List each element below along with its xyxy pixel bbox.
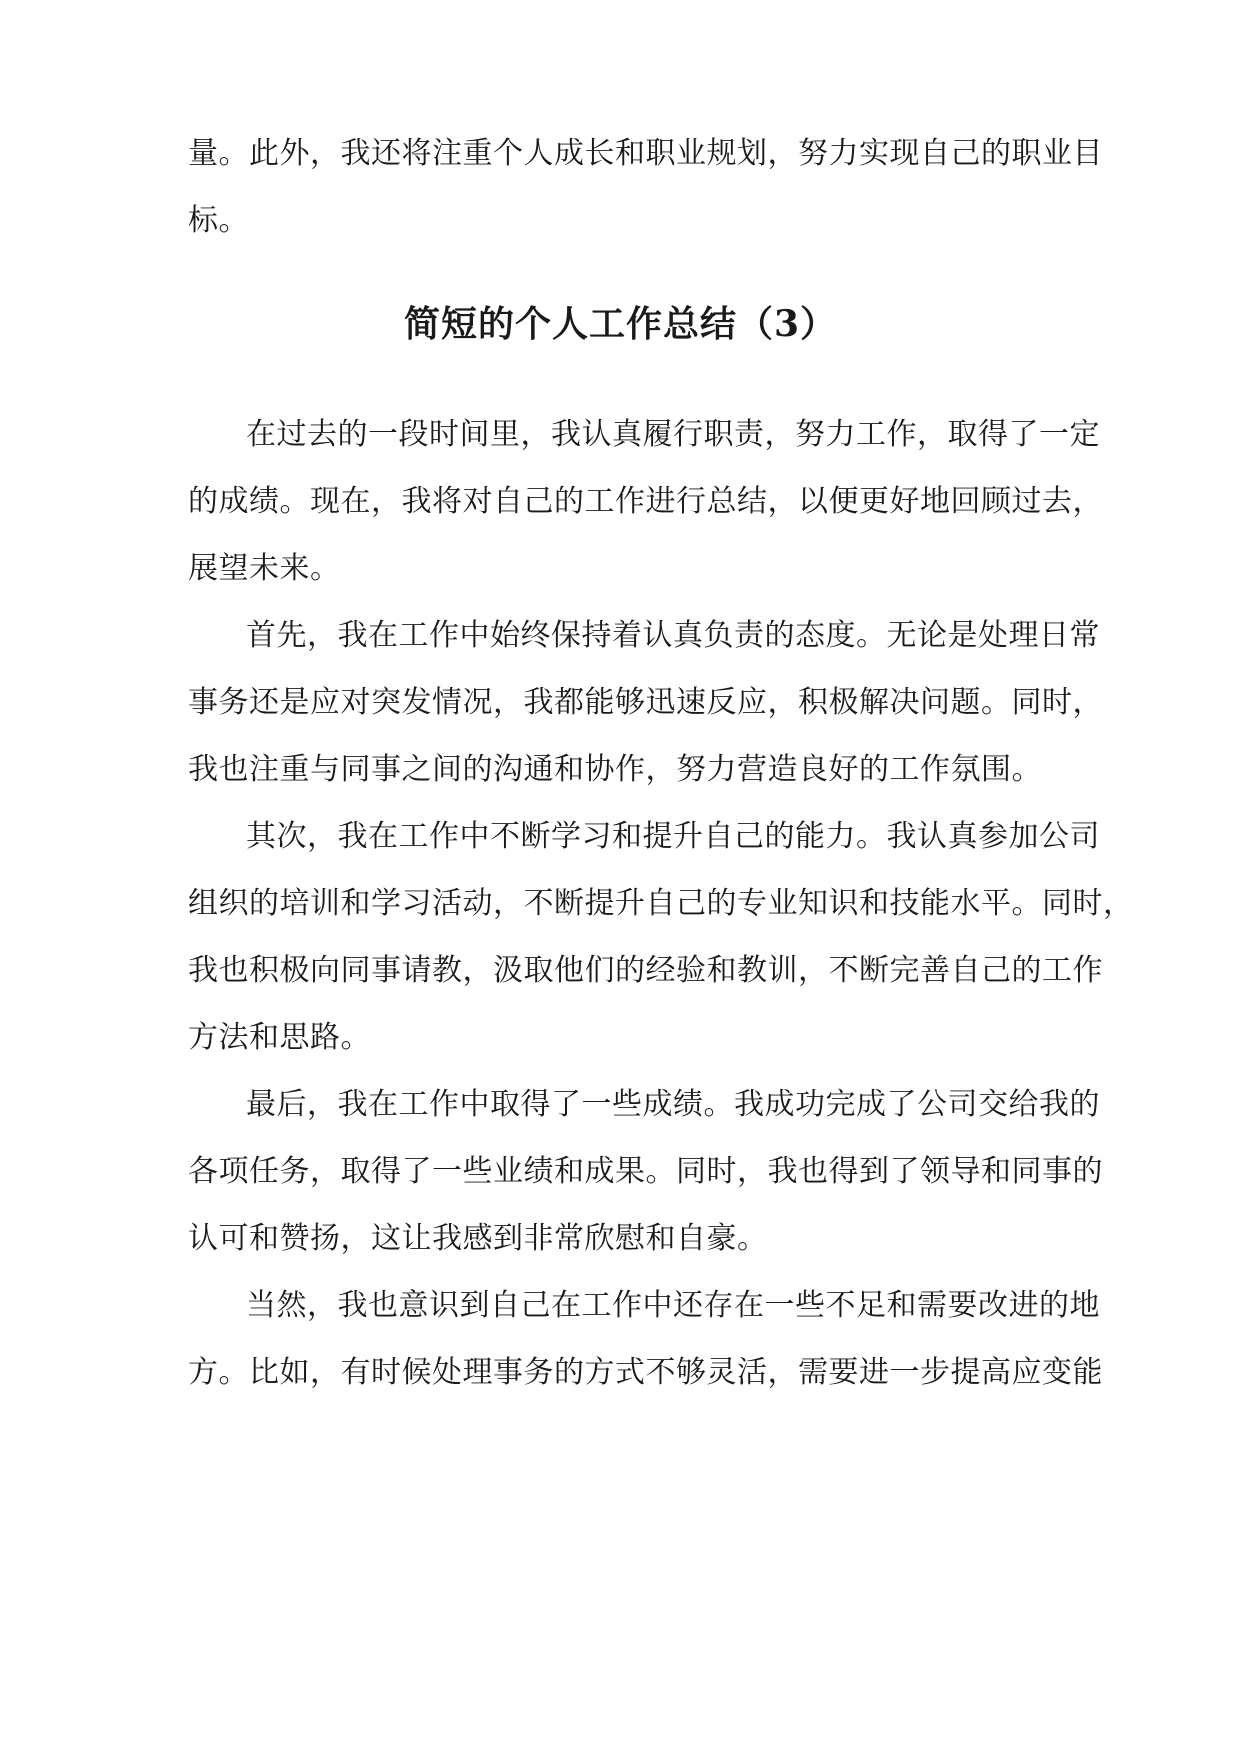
paragraph-line: 认可和赞扬，这让我感到非常欣慰和自豪。 bbox=[188, 1221, 768, 1256]
paragraph-line: 我也注重与同事之间的沟通和协作，努力营造良好的工作氛围。 bbox=[188, 752, 1042, 787]
paragraph-line: 在过去的一段时间里，我认真履行职责，努力工作，取得了一定 bbox=[246, 417, 1100, 452]
paragraph-line: 首先，我在工作中始终保持着认真负责的态度。无论是处理日常 bbox=[246, 618, 1100, 653]
paragraph-line: 的成绩。现在，我将对自己的工作进行总结，以便更好地回顾过去， bbox=[188, 484, 1103, 519]
paragraph-line: 当然，我也意识到自己在工作中还存在一些不足和需要改进的地 bbox=[246, 1288, 1100, 1323]
paragraph-line: 组织的培训和学习活动，不断提升自己的专业知识和技能水平。同时， bbox=[188, 886, 1134, 921]
paragraph-line: 其次，我在工作中不断学习和提升自己的能力。我认真参加公司 bbox=[246, 819, 1100, 854]
paragraph-line: 方法和思路。 bbox=[188, 1020, 371, 1055]
section-title: 简短的个人工作总结（3） bbox=[403, 303, 838, 345]
paragraph-line: 我也积极向同事请教，汲取他们的经验和教训，不断完善自己的工作 bbox=[188, 953, 1103, 988]
paragraph-line: 各项任务，取得了一些业绩和成果。同时，我也得到了领导和同事的 bbox=[188, 1154, 1103, 1189]
text-line: 量。此外，我还将注重个人成长和职业规划，努力实现自己的职业目 bbox=[188, 136, 1103, 171]
paragraph-line: 最后，我在工作中取得了一些成绩。我成功完成了公司交给我的 bbox=[246, 1087, 1100, 1122]
paragraph-line: 事务还是应对突发情况，我都能够迅速反应，积极解决问题。同时， bbox=[188, 685, 1103, 720]
paragraph-line: 方。比如，有时候处理事务的方式不够灵活，需要进一步提高应变能 bbox=[188, 1355, 1103, 1390]
paragraph-line: 展望未来。 bbox=[188, 551, 341, 586]
text-line: 标。 bbox=[188, 203, 249, 238]
